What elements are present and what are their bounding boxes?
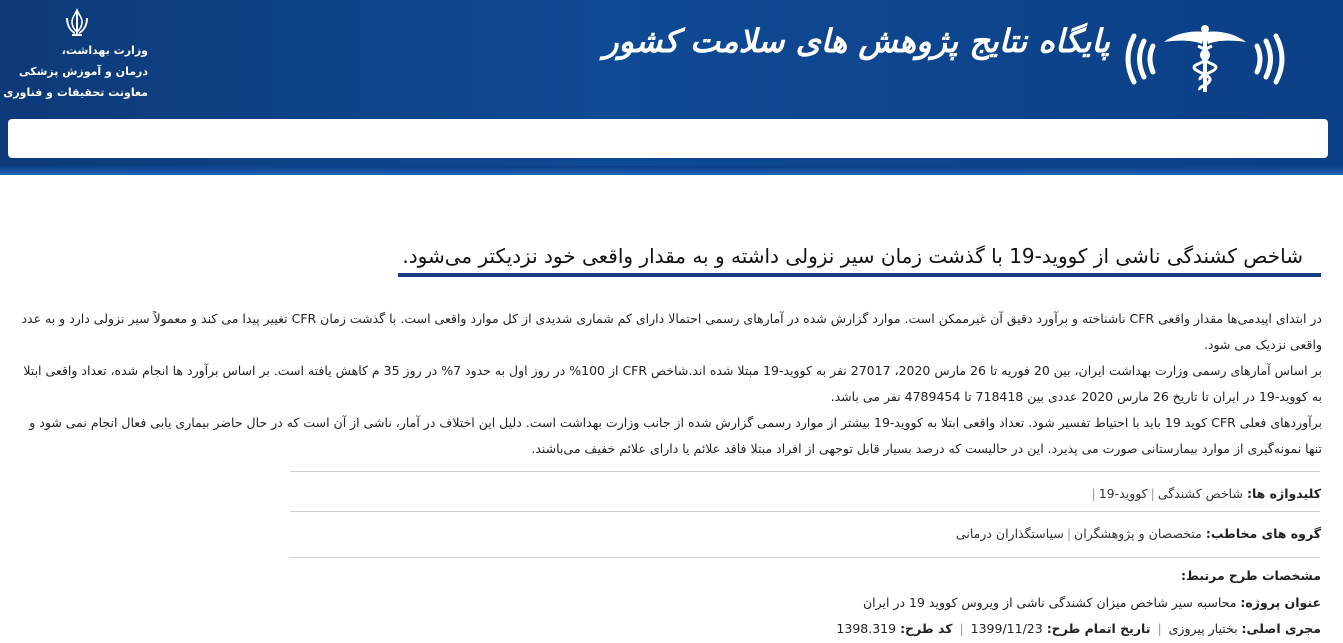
body-paragraph: برآوردهای فعلی CFR کوید 19 باید با احتیاط تفسیر شود. تعداد واقعی ابتلا به کووید-19 بیشتر از موارد رسمی گزارش شده از جانب وزارت بهداشت است. دلیل این اختلاف در آمار، ناشی از آن است که در حال حاضر بیماری یابی فعال انجام نمی شود و تنها نمونه‌گیری از موارد بیمارستانی صورت می پذیرد. این در حالیست که درصد بسیار قابل توجهی از افراد مبتلا فاقد علائم یا دارای علائم خفیف می‌باشند.: [29, 415, 1322, 456]
audience-link[interactable]: متخصصان و پژوهشگران: [1074, 526, 1202, 541]
separator: |: [959, 621, 964, 636]
site-title[interactable]: پایگاه نتایج پژوهش های سلامت کشور: [603, 22, 1110, 60]
divider: [290, 557, 1320, 558]
executor-label: مجری اصلی:: [1241, 621, 1321, 636]
project-title-row: [863, 595, 1321, 610]
iran-emblem-icon: [60, 6, 94, 40]
audience-label: گروه های مخاطب:: [1205, 526, 1321, 541]
separator: |: [1150, 486, 1155, 501]
header-stripe: [0, 166, 1343, 175]
project-code: 1398.319: [836, 621, 897, 636]
site-header: [0, 0, 1343, 175]
project-title: محاسبه سیر شاخص میزان کشندگی ناشی از ویروس کووید 19 در ایران: [862, 595, 1237, 610]
keywords-label: کلیدواژه ها:: [1246, 486, 1321, 501]
caduceus-signal-logo-icon[interactable]: [1112, 20, 1298, 98]
keywords-row: [1089, 486, 1321, 501]
article-title: شاخص کشندگی ناشی از کووید-19 با گذشت زمان سیر نزولی داشته و به مقدار واقعی خود نزدیکتر می‌شود.: [402, 244, 1303, 268]
title-underline: [398, 273, 1321, 277]
ministry-line: معاونت تحقیقات و فناوری: [3, 86, 148, 99]
end-date: 1399/11/23: [970, 621, 1043, 636]
project-heading: [1181, 568, 1321, 583]
ministry-line: درمان و آموزش پزشکی: [19, 65, 148, 78]
separator: |: [1091, 486, 1096, 501]
body-paragraph: بر اساس آمارهای رسمی وزارت بهداشت ایران، بین 20 فوریه تا 26 مارس 2020، 27017 نفر به کووید-19 مبتلا شده اند.شاخص CFR از 100% در روز اول به حدود 7% در روز 35 م کاهش یافته است. بر اساس برآورد ها انجام شده، تعداد واقعی ابتلا به کووید-19 در ایران تا تاریخ 26 مارس 2020 عددی بین 718418 تا 4789454 نفر می باشد.: [23, 363, 1322, 404]
keyword-tag[interactable]: شاخص کشندگی: [1157, 486, 1243, 501]
divider: [290, 471, 1320, 472]
article-body: [12, 306, 1322, 462]
ministry-line: وزارت بهداشت،: [61, 44, 148, 57]
ministry-name: [3, 40, 148, 103]
keyword-tag[interactable]: کووید-19: [1098, 486, 1148, 501]
audience-row: [956, 526, 1321, 541]
separator: |: [1157, 621, 1162, 636]
search-bar[interactable]: [8, 119, 1328, 158]
divider: [290, 511, 1320, 512]
project-title-label: عنوان پروژه:: [1240, 595, 1321, 610]
end-date-label: تاریخ اتمام طرح:: [1046, 621, 1151, 636]
code-label: کد طرح:: [900, 621, 953, 636]
executor-name: بختیار پیروزی: [1168, 621, 1238, 636]
separator: |: [1066, 526, 1072, 541]
project-meta-row: [836, 621, 1321, 636]
audience-link[interactable]: سیاستگذاران درمانی: [955, 526, 1064, 541]
body-paragraph: در ابتدای اپیدمی‌ها مقدار واقعی CFR ناشناخته و برآورد دقیق آن غیرممکن است. موارد گزارش شده در آمارهای رسمی احتمالا دارای کم شماری شدیدی از کل موارد واقعی است. با گذشت زمان CFR تغییر پیدا می کند و معمولاً سیر نزولی دارد و به عدد واقعی نزدیک می شود.: [21, 311, 1322, 352]
project-heading-label: مشخصات طرح مرتبط:: [1181, 568, 1321, 583]
